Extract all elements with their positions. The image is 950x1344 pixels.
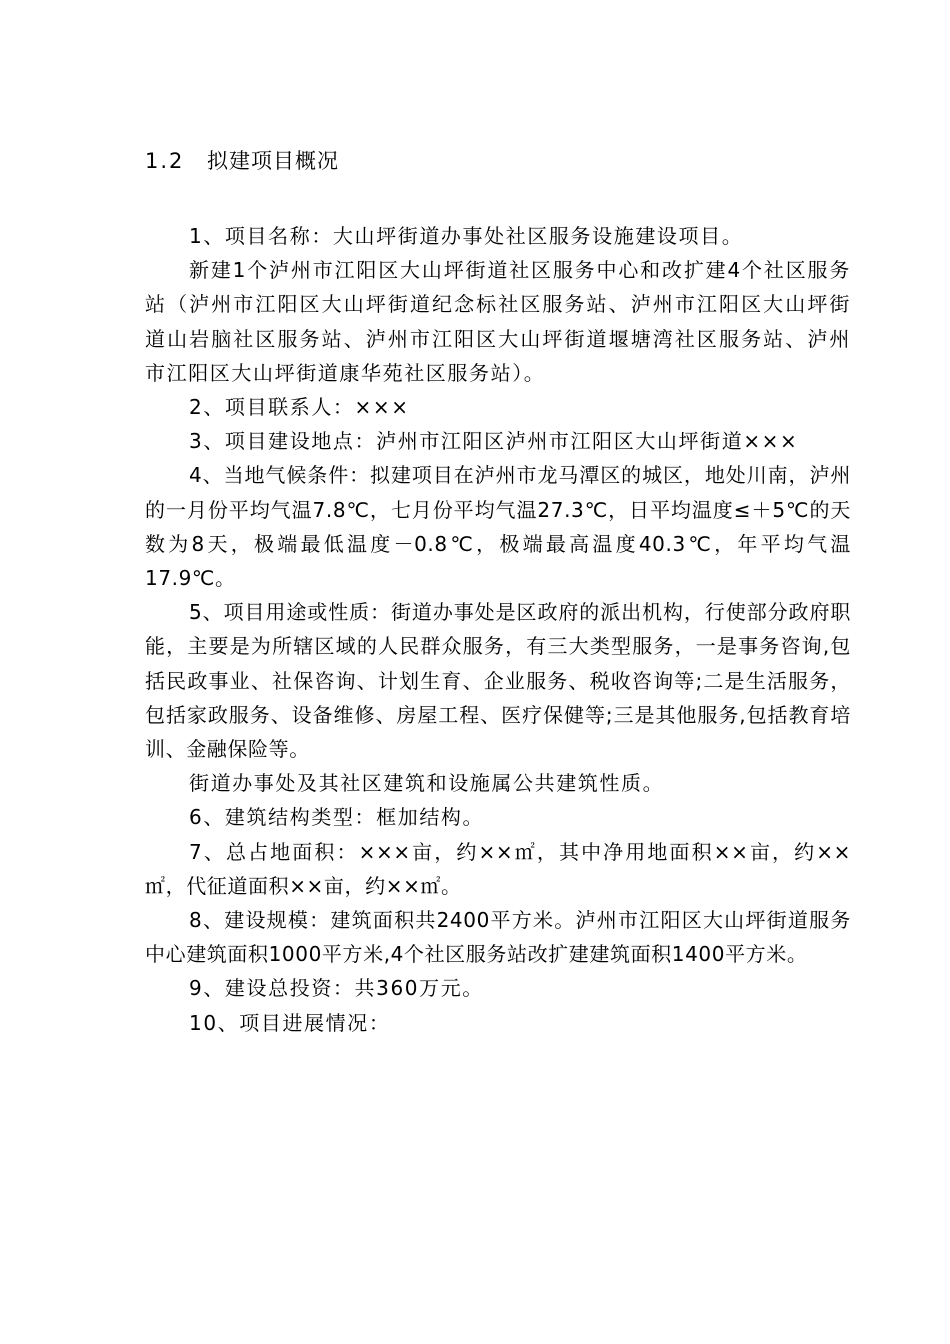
paragraph-climate: 4、当地气候条件：拟建项目在泸州市龙马潭区的城区，地处川南，泸州的一月份平均气温7.8℃，七月份平均气温27.3℃，日平均温度≤＋5℃的天数为8天，极端最低温度－0.8℃，极端最高温度40.3℃，年平均气温17.9℃。 [145, 463, 851, 591]
section-number: 1.2 [145, 149, 185, 173]
paragraph-project-name: 1、项目名称：大山坪街道办事处社区服务设施建设项目。 [189, 224, 744, 248]
paragraph-location: 3、项目建设地点：泸州市江阳区泸州市江阳区大山坪街道××× [189, 429, 799, 454]
paragraph-purpose: 5、项目用途或性质：街道办事处是区政府的派出机构，行使部分政府职能，主要是为所辖区域的人民群众服务，有三大类型服务，一是事务咨询,包括民政事业、社保咨询、计划生育、企业服务、税收咨询等;二是生活服务，包括家政服务、设备维修、房屋工程、医疗保健等;三是其他服务,包括教育培训、金融保险等。 [145, 600, 851, 762]
paragraph-scale: 8、建设规模：建筑面积共2400平方米。泸州市江阳区大山坪街道服务中心建筑面积1000平方米,4个社区服务站改扩建建筑面积1400平方米。 [145, 908, 851, 967]
document-body [145, 219, 851, 1040]
section-heading [145, 146, 339, 176]
paragraph-investment: 9、建设总投资：共360万元。 [189, 976, 484, 1001]
paragraph-structure-type: 6、建筑结构类型：框加结构。 [189, 805, 485, 830]
paragraph-land-area: 7、总占地面积：×××亩，约××㎡，其中净用地面积××亩，约××㎡，代征道面积××亩，约××㎡。 [145, 839, 851, 898]
section-title: 拟建项目概况 [207, 149, 339, 173]
paragraph-building-nature: 街道办事处及其社区建筑和设施属公共建筑性质。 [189, 771, 665, 796]
paragraph-new-construction: 新建1个泸州市江阳区大山坪街道社区服务中心和改扩建4个社区服务站（泸州市江阳区大山坪街道纪念标社区服务站、泸州市江阳区大山坪街道山岩脑社区服务站、泸州市江阳区大山坪街道堰塘湾社区服务站、泸州市江阳区大山坪街道康华苑社区服务站）。 [145, 258, 851, 385]
paragraph-contact: 2、项目联系人：××× [189, 395, 410, 420]
paragraph-progress: 10、项目进展情况： [189, 1010, 391, 1035]
